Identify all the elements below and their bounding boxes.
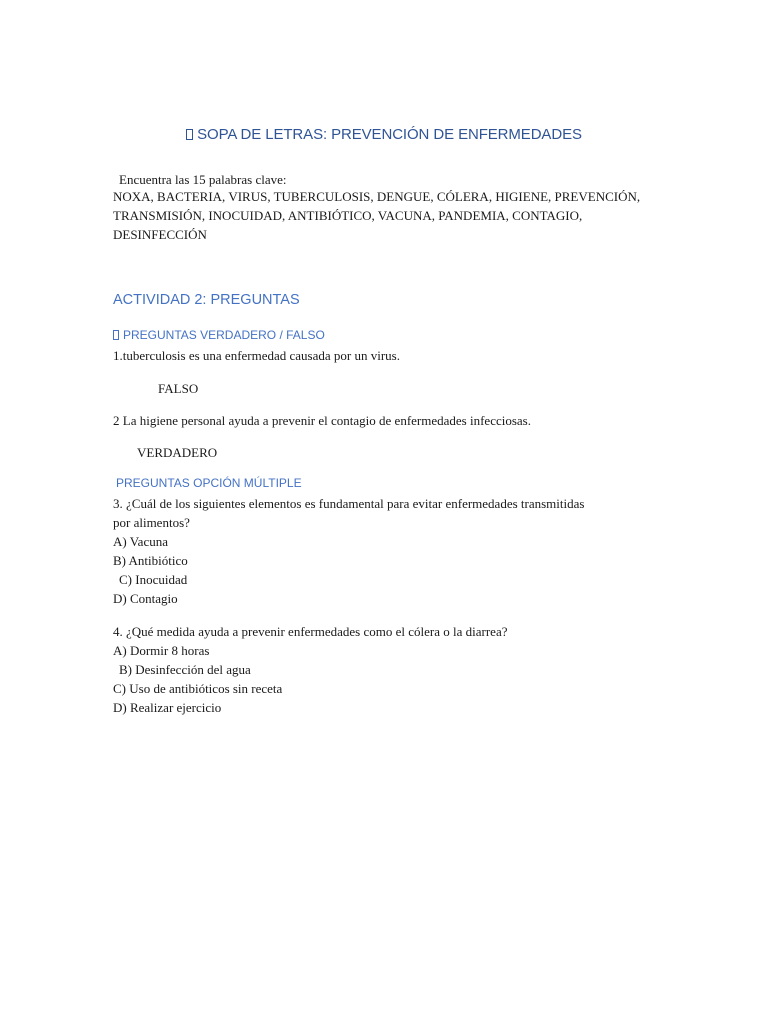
activity-heading: ACTIVIDAD 2: PREGUNTAS <box>113 292 300 308</box>
keyword-line: TRANSMISIÓN, INOCUIDAD, ANTIBIÓTICO, VACUNA, PANDEMIA, CONTAGIO, <box>113 208 583 223</box>
option-c: C) Inocuidad <box>119 572 188 587</box>
intro-label: Encuentra las 15 palabras clave: <box>119 172 287 187</box>
missing-glyph-icon <box>186 129 193 140</box>
question-1: 1.tuberculosis es una enfermedad causada por un virus. <box>113 348 400 363</box>
option-b: B) Antibiótico <box>113 553 188 568</box>
option-a: A) Vacuna <box>113 534 168 549</box>
option-c: C) Uso de antibióticos sin receta <box>113 681 283 696</box>
question-text: por alimentos? <box>113 515 190 530</box>
option-d: D) Contagio <box>113 591 178 606</box>
question-4 <box>113 622 653 717</box>
multiple-choice-heading: PREGUNTAS OPCIÓN MÚLTIPLE <box>116 476 302 490</box>
option-a: A) Dormir 8 horas <box>113 643 210 658</box>
option-d: D) Realizar ejercicio <box>113 700 222 715</box>
question-text: 3. ¿Cuál de los siguientes elementos es fundamental para evitar enfermedades transmitidas <box>113 496 585 511</box>
page-title: SOPA DE LETRAS: PREVENCIÓN DE ENFERMEDADES <box>0 126 768 143</box>
question-3 <box>113 494 653 608</box>
answer-1: FALSO <box>158 381 199 396</box>
keyword-line: DESINFECCIÓN <box>113 227 207 242</box>
true-false-heading: PREGUNTAS VERDADERO / FALSO <box>113 328 325 342</box>
answer-2: VERDADERO <box>137 445 218 460</box>
option-b: B) Desinfección del agua <box>119 662 251 677</box>
missing-glyph-icon <box>113 330 119 340</box>
question-2: 2 La higiene personal ayuda a prevenir el contagio de enfermedades infecciosas. <box>113 413 531 428</box>
keyword-list <box>113 187 653 244</box>
keyword-line: NOXA, BACTERIA, VIRUS, TUBERCULOSIS, DENGUE, CÓLERA, HIGIENE, PREVENCIÓN, <box>113 189 641 204</box>
question-text: 4. ¿Qué medida ayuda a prevenir enfermedades como el cólera o la diarrea? <box>113 624 508 639</box>
